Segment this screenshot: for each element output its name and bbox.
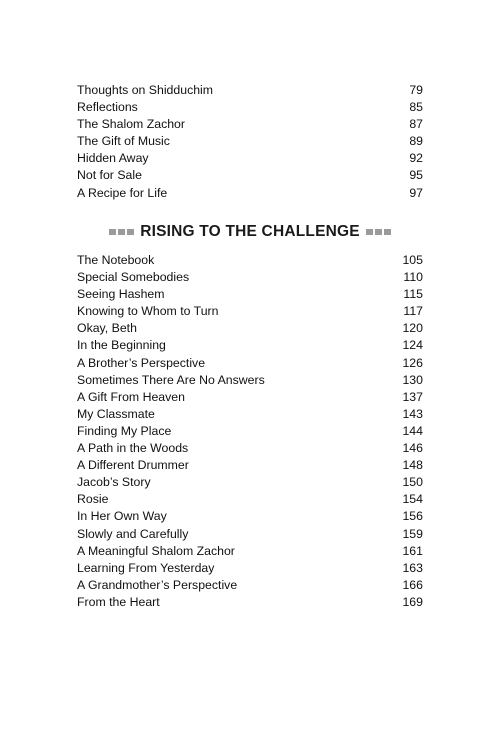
toc-entry: [77, 252, 423, 269]
entry-title: A Grandmother’s Perspective: [77, 577, 238, 592]
toc-entry: [77, 423, 423, 440]
entry-page: 117: [403, 304, 423, 319]
entry-title: Special Somebodies: [77, 270, 190, 285]
entry-title: From the Heart: [77, 594, 160, 609]
entry-page: 79: [409, 83, 423, 97]
entry-page: 97: [409, 185, 423, 200]
entry-title: Thoughts on Shidduchim: [77, 83, 214, 97]
entry-title: Reflections: [77, 100, 138, 115]
entry-page: 146: [402, 441, 423, 456]
entry-title: A Brother’s Perspective: [77, 355, 206, 370]
toc-entry: [77, 116, 423, 133]
entry-title: My Classmate: [77, 406, 155, 421]
toc-entry: [77, 508, 423, 525]
toc-entry: [77, 389, 423, 406]
toc-entry: [77, 185, 423, 202]
entry-page: 148: [402, 458, 423, 473]
toc-entry: [77, 150, 423, 167]
entry-title: Rosie: [77, 492, 109, 507]
entry-page: 92: [409, 151, 423, 166]
toc-entry: [77, 406, 423, 423]
toc-entry: [77, 560, 423, 577]
entry-title: Slowly and Carefully: [77, 526, 189, 541]
entry-page: 159: [402, 526, 423, 541]
entry-page: 89: [409, 134, 423, 149]
toc-entry: [77, 457, 423, 474]
toc-entry: [77, 526, 423, 543]
entry-page: 130: [402, 372, 423, 387]
entry-title: Okay, Beth: [77, 321, 137, 336]
toc-entry: [77, 491, 423, 508]
entry-page: 166: [402, 577, 423, 592]
entry-title: A Gift From Heaven: [77, 389, 185, 404]
toc-entry: [77, 372, 423, 389]
toc-entry: [77, 133, 423, 150]
heading-ornament-left-icon: [109, 229, 134, 235]
entry-title: A Path in the Woods: [77, 441, 189, 456]
section-heading: [0, 223, 500, 241]
entry-title: In the Beginning: [77, 338, 166, 353]
toc-entry: [77, 594, 423, 611]
entry-title: The Shalom Zachor: [77, 117, 185, 132]
toc-entry: [77, 337, 423, 354]
entry-title: Seeing Hashem: [77, 287, 165, 302]
toc-list-section-2: [77, 252, 423, 611]
entry-page: 150: [402, 475, 423, 490]
toc-entry: [77, 82, 423, 99]
entry-page: 169: [402, 594, 423, 609]
entry-page: 110: [403, 270, 423, 285]
entry-title: Finding My Place: [77, 423, 172, 438]
entry-page: 143: [402, 406, 423, 421]
entry-title: Sometimes There Are No Answers: [77, 372, 265, 387]
toc-entry: [77, 99, 423, 116]
entry-title: Learning From Yesterday: [77, 560, 215, 575]
section-heading-text: RISING TO THE CHALLENGE: [140, 223, 360, 240]
toc-entry: [77, 167, 423, 184]
toc-entry: [77, 320, 423, 337]
entry-page: 144: [402, 423, 423, 438]
entry-page: 156: [402, 509, 423, 524]
toc-entry: [77, 440, 423, 457]
entry-title: A Different Drummer: [77, 458, 189, 473]
entry-page: 95: [409, 168, 423, 183]
toc-entry: [77, 474, 423, 491]
entry-page: 85: [409, 100, 423, 115]
entry-page: 115: [403, 287, 423, 302]
entry-title: Not for Sale: [77, 168, 142, 183]
toc-entry: [77, 286, 423, 303]
heading-ornament-right-icon: [366, 229, 391, 235]
entry-page: 87: [409, 117, 423, 132]
entry-title: Knowing to Whom to Turn: [77, 304, 219, 319]
entry-title: Hidden Away: [77, 151, 149, 166]
toc-entry: [77, 577, 423, 594]
entry-page: 154: [402, 492, 423, 507]
entry-title: In Her Own Way: [77, 509, 167, 524]
entry-title: A Meaningful Shalom Zachor: [77, 543, 235, 558]
entry-page: 126: [402, 355, 423, 370]
toc-entry: [77, 269, 423, 286]
entry-page: 163: [402, 560, 423, 575]
toc-entry: [77, 543, 423, 560]
entry-page: 105: [402, 253, 423, 267]
entry-title: The Gift of Music: [77, 134, 170, 149]
entry-page: 161: [402, 543, 423, 558]
entry-page: 137: [402, 389, 423, 404]
entry-page: 124: [402, 338, 423, 353]
toc-entry: [77, 303, 423, 320]
toc-list-section-1: [77, 82, 423, 202]
entry-title: Jacob’s Story: [77, 475, 151, 490]
toc-entry: [77, 355, 423, 372]
entry-title: The Notebook: [77, 253, 155, 267]
entry-page: 120: [402, 321, 423, 336]
entry-title: A Recipe for Life: [77, 185, 168, 200]
